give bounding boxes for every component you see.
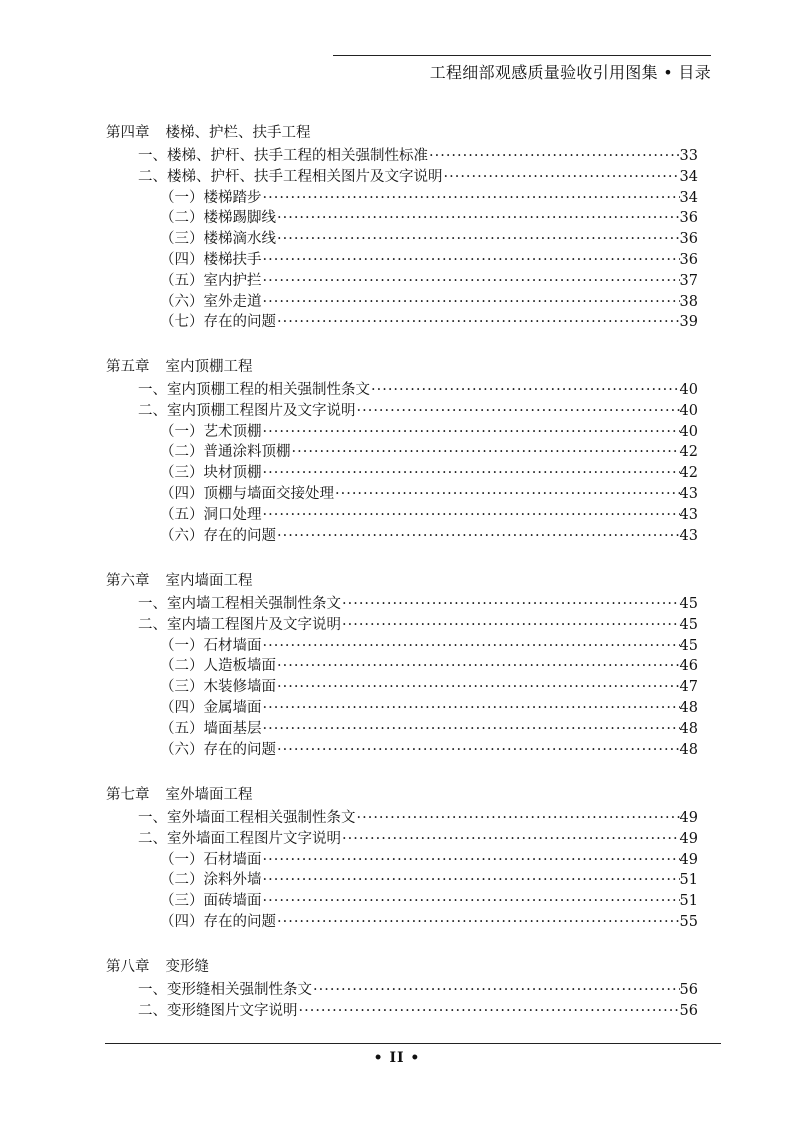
toc-entry-label: 一、室内墙工程相关强制性条文 [138, 596, 341, 612]
header-title: 工程细部观感质量验收引用图集 • 目录 [429, 63, 711, 82]
toc-entry[interactable] [160, 870, 698, 891]
toc-entry-page: 45 [679, 637, 698, 654]
leader-dots [276, 677, 680, 698]
leader-dots [262, 891, 680, 912]
leader-dots [298, 1001, 680, 1022]
chapter-heading [106, 955, 209, 976]
toc-entry[interactable] [160, 505, 698, 526]
toc-entry-label: （二）涂料外墙 [160, 872, 262, 889]
leader-dots [262, 636, 680, 657]
toc-entry-page: 49 [679, 851, 698, 868]
toc-entry-label: （一）艺术顶棚 [160, 423, 262, 440]
toc-entry-label: （二）楼梯踢脚线 [160, 210, 276, 227]
toc-entry[interactable] [138, 829, 698, 850]
toc-entry-label: 一、变形缝相关强制性条文 [138, 982, 312, 998]
chapter-number: 第七章 [106, 787, 150, 803]
toc-entry-page: 45 [679, 596, 698, 612]
toc-entry-label: （二）人造板墙面 [160, 658, 276, 675]
toc-entry-label: 一、楼梯、护杆、扶手工程的相关强制性标准 [138, 148, 428, 164]
chapter-heading [106, 121, 311, 142]
leader-dots [262, 250, 680, 271]
leader-dots [262, 850, 680, 871]
toc-entry[interactable] [160, 442, 698, 463]
toc-entry-page: 38 [679, 293, 698, 310]
toc-entry[interactable] [160, 891, 698, 912]
toc-entry[interactable] [160, 677, 698, 698]
toc-entry-page: 46 [679, 658, 698, 675]
toc-entry-page: 40 [679, 402, 698, 419]
toc-entry[interactable] [160, 271, 698, 292]
toc-entry[interactable] [160, 912, 698, 933]
leader-dots [341, 594, 680, 615]
toc-entry[interactable] [138, 615, 698, 636]
toc-entry-page: 45 [679, 616, 698, 633]
toc-entry-page: 51 [679, 893, 698, 910]
toc-entry[interactable] [160, 740, 698, 761]
toc-entry[interactable] [160, 292, 698, 313]
toc-entry-page: 34 [679, 189, 698, 206]
toc-entry-label: （四）金属墙面 [160, 700, 262, 716]
toc-entry-page: 51 [679, 872, 698, 889]
toc-entry-label: （六）存在的问题 [160, 741, 276, 758]
toc-entry-page: 47 [679, 679, 698, 696]
toc-entry-page: 56 [679, 1002, 698, 1019]
toc-entry-label: （一）石材墙面 [160, 637, 262, 654]
leader-dots [291, 442, 680, 463]
toc-entry-label: （五）墙面基层 [160, 720, 262, 737]
footer-rule [105, 1043, 721, 1044]
toc-entry[interactable] [138, 146, 698, 167]
header-rule [333, 55, 711, 56]
toc-entry-label: （四）存在的问题 [160, 914, 276, 930]
toc-entry-label: 二、室内顶棚工程图片及文字说明 [138, 402, 356, 419]
toc-entry-page: 48 [679, 700, 698, 716]
leader-dots [276, 740, 680, 761]
chapter-heading [106, 783, 253, 804]
leader-dots [370, 380, 680, 401]
leader-dots [334, 484, 680, 505]
leader-dots [276, 312, 680, 333]
toc-entry-label: 一、室内顶棚工程的相关强制性条文 [138, 382, 370, 398]
toc-entry-page: 39 [679, 314, 698, 331]
leader-dots [276, 912, 680, 933]
toc-entry[interactable] [160, 636, 698, 657]
toc-entry-page: 48 [679, 720, 698, 737]
chapter-title: 变形缝 [165, 959, 209, 975]
toc-entry-page: 43 [679, 527, 698, 544]
toc-entry[interactable] [160, 719, 698, 740]
leader-dots [356, 808, 680, 829]
chapter-title: 室内墙面工程 [165, 573, 253, 589]
toc-entry-page: 36 [679, 231, 698, 248]
toc-entry-page: 42 [679, 465, 698, 482]
toc-entry-label: （三）块材顶棚 [160, 465, 262, 482]
toc-entry-label: （一）石材墙面 [160, 851, 262, 868]
leader-dots [262, 870, 680, 891]
toc-entry-page: 42 [679, 444, 698, 461]
toc-entry[interactable] [160, 208, 698, 229]
leader-dots [443, 167, 680, 188]
toc-entry-page: 40 [679, 382, 698, 398]
chapter-title: 楼梯、护栏、扶手工程 [165, 125, 311, 141]
toc-entry-page: 36 [679, 252, 698, 268]
toc-entry-label: （六）存在的问题 [160, 527, 276, 544]
toc-entry-page: 55 [679, 914, 698, 930]
toc-entry[interactable] [160, 250, 698, 271]
leader-dots [356, 401, 680, 422]
toc-entry-label: 一、室外墙面工程相关强制性条文 [138, 810, 356, 826]
toc-entry-label: （七）存在的问题 [160, 314, 276, 331]
leader-dots [262, 698, 680, 719]
toc-entry-page: 43 [679, 506, 698, 523]
toc-entry-label: （三）木装修墙面 [160, 679, 276, 696]
leader-dots [276, 656, 680, 677]
toc-entry-label: （二）普通涂料顶棚 [160, 444, 291, 461]
toc-entry[interactable] [138, 594, 698, 615]
toc-entry-page: 37 [679, 272, 698, 289]
leader-dots [276, 208, 680, 229]
toc-entry[interactable] [160, 526, 698, 547]
toc-entry-label: （六）室外走道 [160, 293, 262, 310]
chapter-title: 室外墙面工程 [165, 787, 253, 803]
toc-entry-page: 56 [679, 982, 698, 998]
leader-dots [262, 188, 680, 209]
leader-dots [262, 505, 680, 526]
toc-entry-label: （五）洞口处理 [160, 506, 262, 523]
toc-entry[interactable] [138, 401, 698, 422]
toc-entry-label: （四）顶棚与墙面交接处理 [160, 486, 334, 502]
toc-entry-label: （三）楼梯滴水线 [160, 231, 276, 248]
toc-entry-page: 34 [679, 168, 698, 185]
toc-entry-label: 二、室内墙工程图片及文字说明 [138, 616, 341, 633]
toc-entry[interactable] [160, 312, 698, 333]
toc-entry-label: （五）室内护拦 [160, 272, 262, 289]
toc-entry[interactable] [138, 167, 698, 188]
leader-dots [428, 146, 680, 167]
toc-entry[interactable] [160, 656, 698, 677]
toc-entry[interactable] [160, 850, 698, 871]
chapter-number: 第四章 [106, 125, 150, 141]
toc-entry-label: （四）楼梯扶手 [160, 252, 262, 268]
toc-entry[interactable] [160, 698, 698, 719]
toc-entry-label: 二、变形缝图片文字说明 [138, 1002, 298, 1019]
toc-entry[interactable] [160, 188, 698, 209]
toc-entry[interactable] [138, 1001, 698, 1022]
leader-dots [262, 422, 680, 443]
toc-entry-page: 33 [679, 148, 698, 164]
chapter-heading [106, 355, 253, 376]
leader-dots [341, 615, 680, 636]
toc-entry-page: 43 [679, 486, 698, 502]
toc-entry-label: 二、楼梯、护杆、扶手工程相关图片及文字说明 [138, 168, 443, 185]
chapter-title: 室内顶棚工程 [165, 359, 253, 375]
leader-dots [276, 526, 680, 547]
chapter-number: 第五章 [106, 359, 150, 375]
toc-entry[interactable] [160, 463, 698, 484]
toc-entry[interactable] [138, 380, 698, 401]
leader-dots [262, 292, 680, 313]
leader-dots [262, 271, 680, 292]
toc-entry[interactable] [138, 808, 698, 829]
toc-entry[interactable] [138, 980, 698, 1001]
toc-entry-label: （三）面砖墙面 [160, 893, 262, 910]
chapter-heading [106, 569, 253, 590]
toc-entry[interactable] [160, 422, 698, 443]
toc-entry-page: 40 [679, 423, 698, 440]
toc-entry[interactable] [160, 229, 698, 250]
page-number: • II • [373, 1050, 421, 1066]
toc-entry-label: 二、室外墙面工程图片文字说明 [138, 830, 341, 847]
leader-dots [276, 229, 680, 250]
leader-dots [341, 829, 680, 850]
chapter-number: 第八章 [106, 959, 150, 975]
toc-entry-page: 48 [679, 741, 698, 758]
chapter-number: 第六章 [106, 573, 150, 589]
toc-entry-label: （一）楼梯踏步 [160, 189, 262, 206]
toc-entry-page: 36 [679, 210, 698, 227]
toc-entry-page: 49 [679, 810, 698, 826]
leader-dots [312, 980, 680, 1001]
toc-entry[interactable] [160, 484, 698, 505]
leader-dots [262, 719, 680, 740]
toc-entry-page: 49 [679, 830, 698, 847]
leader-dots [262, 463, 680, 484]
